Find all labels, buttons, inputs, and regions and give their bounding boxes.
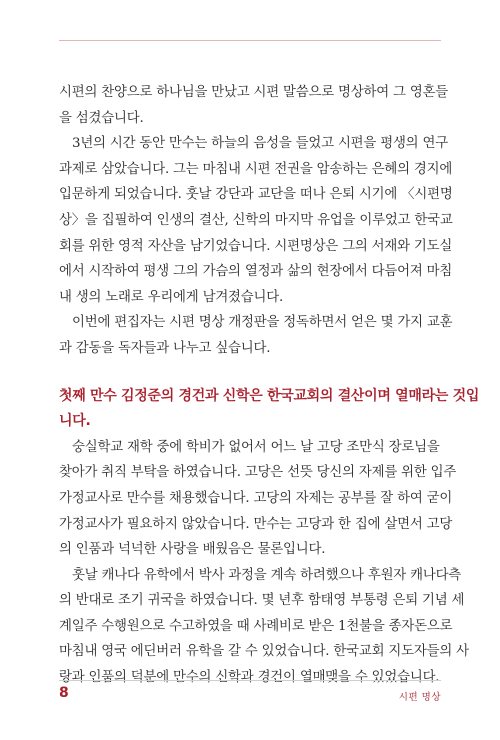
section-heading [59,372,480,435]
text-line: 가정교사가 필요하지 않았습니다. 만수는 고당과 한 집에 살면서 고당 [59,516,453,532]
page-number: 8 [59,685,69,701]
footer-rule [59,680,441,681]
text-line: 숭실학교 재학 중에 학비가 없어서 어느 날 고당 조만식 장로님을 [72,439,440,455]
text-line: 랑과 인품의 덕분에 만수의 신학과 경건이 열매맺을 수 있었습니다. [59,670,440,686]
text-line: 의 인품과 넉넉한 사랑을 배웠음은 물론입니다. [59,542,326,558]
intro-paragraph-3 [59,310,453,361]
text-line: 계일주 수행원으로 수고하였을 때 사례비로 받은 1천불을 종자돈으로 [59,618,453,634]
text-line: 회를 위한 영적 자산을 남기었습니다. 시편명상은 그의 서재와 기도실 [59,238,453,254]
section-paragraph-1 [59,435,457,563]
text-line: 내 생의 노래로 우리에게 남겨졌습니다. [59,289,284,305]
text-line: 시편의 찬양으로 하나님을 만났고 시편 말씀으로 명상하여 그 영혼들 [59,85,449,100]
text-line: 과제로 삼았습니다. 그는 마침내 시편 전권을 암송하는 은혜의 경지에 [59,161,453,177]
header-rule [59,40,441,41]
text-line: 3년의 시간 동안 만수는 하늘의 음성을 들었고 시편을 평생의 연구 [72,136,448,152]
text-line: 과 감동을 독자들과 나누고 싶습니다. [59,340,271,356]
heading-line: 첫째 만수 김정준의 경건과 신학은 한국교회의 결산이며 열매라는 것입 [59,387,480,404]
text-line: 이번에 편집자는 시편 명상 개정판을 정독하면서 얻은 몇 가지 교훈 [72,315,453,331]
text-line: 찾아가 취직 부탁을 하였습니다. 고당은 선뜻 당신의 자제를 위한 입주 [59,465,457,481]
text-line: 마침내 영국 에딘버러 유학을 갈 수 있었습니다. 한국교회 지도자들의 사 [59,644,469,660]
section-paragraph-2 [59,563,469,691]
intro-paragraph-1 [59,80,449,131]
text-line: 가정교사로 만수를 채용했습니다. 고당의 자제는 공부를 잘 하여 굳이 [59,490,453,506]
heading-line: 니다. [59,413,91,430]
page-body [59,80,480,691]
text-line: 입문하게 되었습니다. 훗날 강단과 교단을 떠나 은퇴 시기에 〈시편명 [59,187,453,203]
text-line: 을 섬겼습니다. [59,110,144,126]
text-line: 상〉을 집필하여 인생의 결산, 신학의 마지막 유업을 이루었고 한국교 [59,212,453,228]
text-line: 훗날 캐나다 유학에서 박사 과정을 계속 하려했으나 후원자 캐나다측 [72,567,462,583]
intro-paragraph-2 [59,131,453,310]
text-line: 의 반대로 조기 귀국을 하였습니다. 몇 년후 함태영 부통령 은퇴 기념 세 [59,593,465,609]
text-line: 에서 시작하여 평생 그의 가슴의 열정과 삶의 현장에서 다듬어져 마침 [59,264,453,280]
running-title: 시편 명상 [398,692,441,703]
